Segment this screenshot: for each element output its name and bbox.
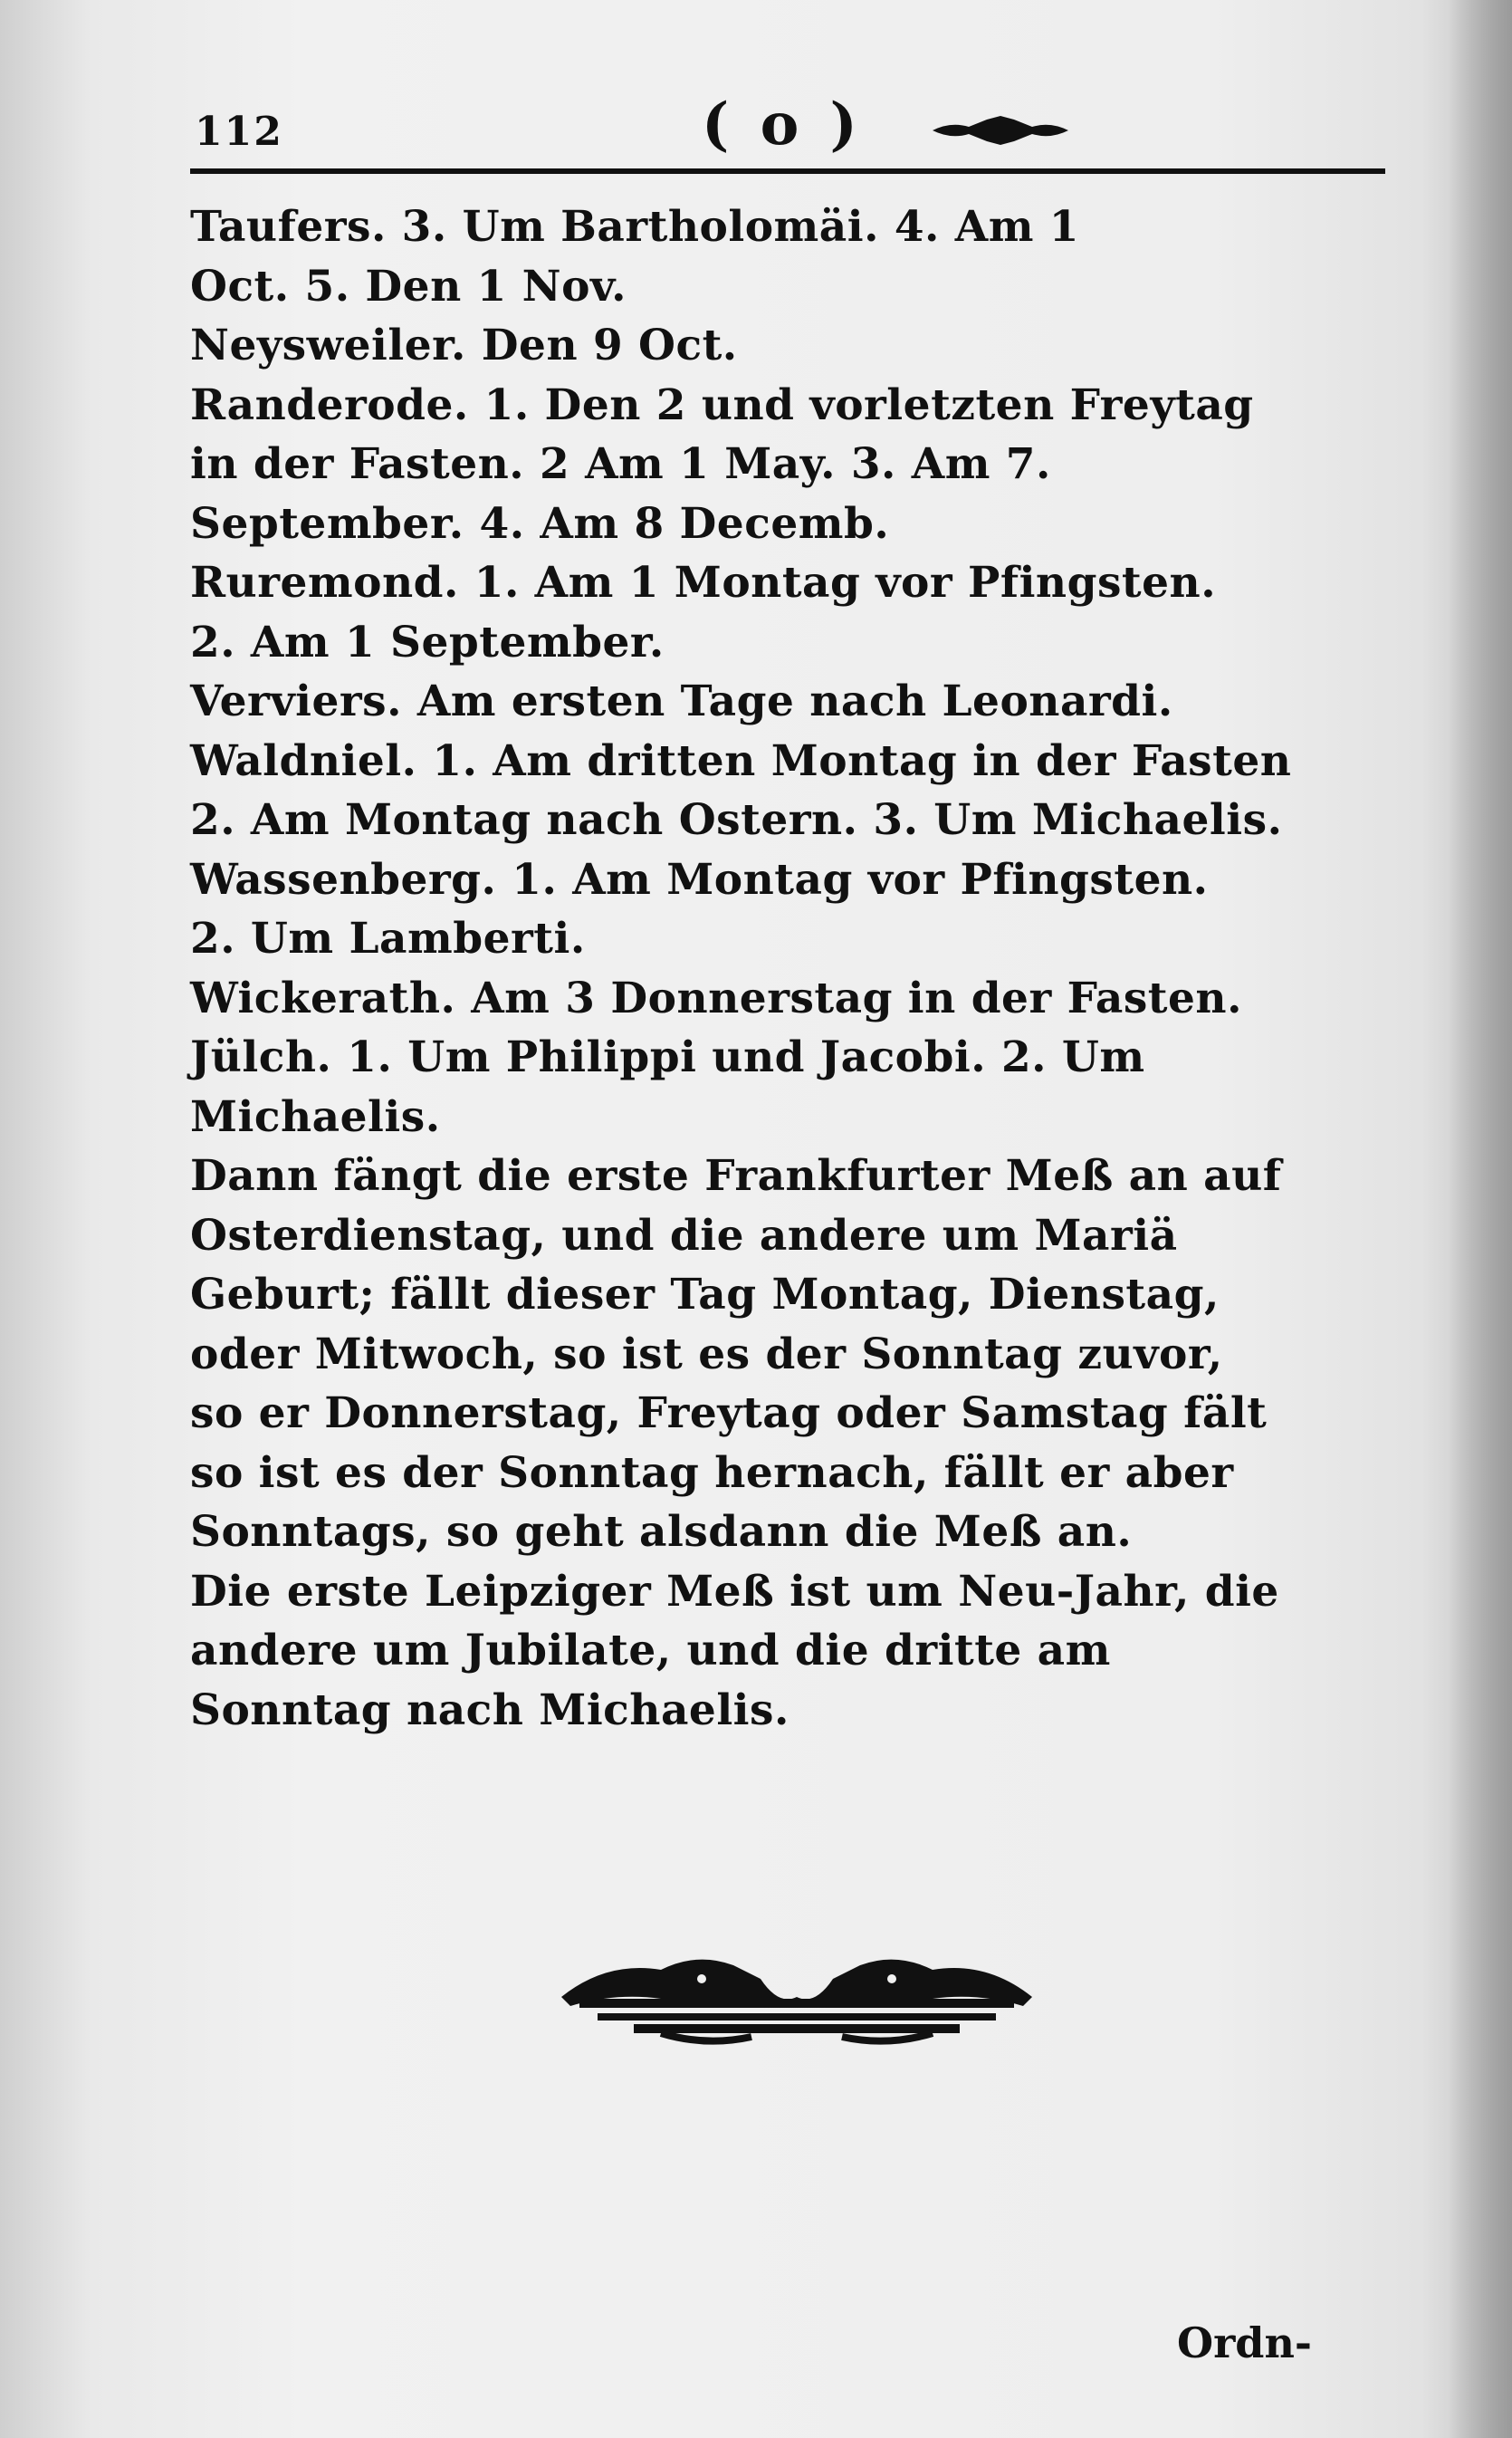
text-line: Ruremond. 1. Am 1 Montag vor Pfingsten. [190,558,1217,608]
page-number: 112 [195,109,283,155]
text-line: Randerode. 1. Den 2 und vorletzten Freytag [190,379,1254,430]
text-line: Sonntags, so geht alsdann die Meß an. [190,1507,1133,1557]
text-line: Michaelis. [190,1091,441,1142]
text-line: Verviers. Am ersten Tage nach Leonardi. [190,677,1173,726]
text-line: oder Mitwoch, so ist es der Sonntag zuvor, [190,1329,1223,1379]
text-line: Sonntag nach Michaelis. [190,1685,789,1735]
tailpiece-ornament-icon [552,1943,1041,2051]
text-line: 2. Um Lamberti. [190,914,586,964]
running-head: ( o ) [702,91,863,158]
page-gutter-shadow [1449,0,1512,2438]
text-line: 2. Am 1 September. [190,617,665,667]
text-line: in der Fasten. 2 Am 1 May. 3. Am 7. [190,439,1051,489]
text-line: Neysweiler. Den 9 Oct. [190,321,738,370]
text-line: Dann fängt die erste Frankfurter Meß an auf [190,1151,1282,1201]
text-line: so er Donnerstag, Freytag oder Samstag fält [190,1388,1268,1438]
text-line: Taufers. 3. Um Bartholomäi. 4. Am 1 [190,202,1080,252]
page-body [190,197,1394,1740]
text-line: Osterdienstag, und die andere um Mariä [190,1210,1178,1261]
text-line: Jülch. 1. Um Philippi und Jacobi. 2. Um [190,1032,1145,1082]
text-line: so ist es der Sonntag hernach, fällt er aber [190,1447,1234,1498]
text-line: Wassenberg. 1. Am Montag vor Pfingsten. [190,854,1209,905]
printer-ornament-icon [933,116,1068,145]
text-line: andere um Jubilate, und die dritte am [190,1626,1111,1675]
text-line: Die erste Leipziger Meß ist um Neu-Jahr, die [190,1566,1279,1617]
text-line: Oct. 5. Den 1 Nov. [190,261,627,312]
text-line: 2. Am Montag nach Ostern. 3. Um Michaelis. [190,795,1283,845]
page-header [195,91,1381,172]
text-line: Geburt; fällt dieser Tag Montag, Dienstag, [190,1270,1220,1320]
catchword: Ordn- [1177,2318,1313,2367]
text-line: Waldniel. 1. Am dritten Montag in der Fasten [190,735,1292,786]
text-line: Wickerath. Am 3 Donnerstag in der Fasten. [190,973,1242,1023]
header-rule [190,168,1385,174]
text-line: September. 4. Am 8 Decemb. [190,498,890,549]
